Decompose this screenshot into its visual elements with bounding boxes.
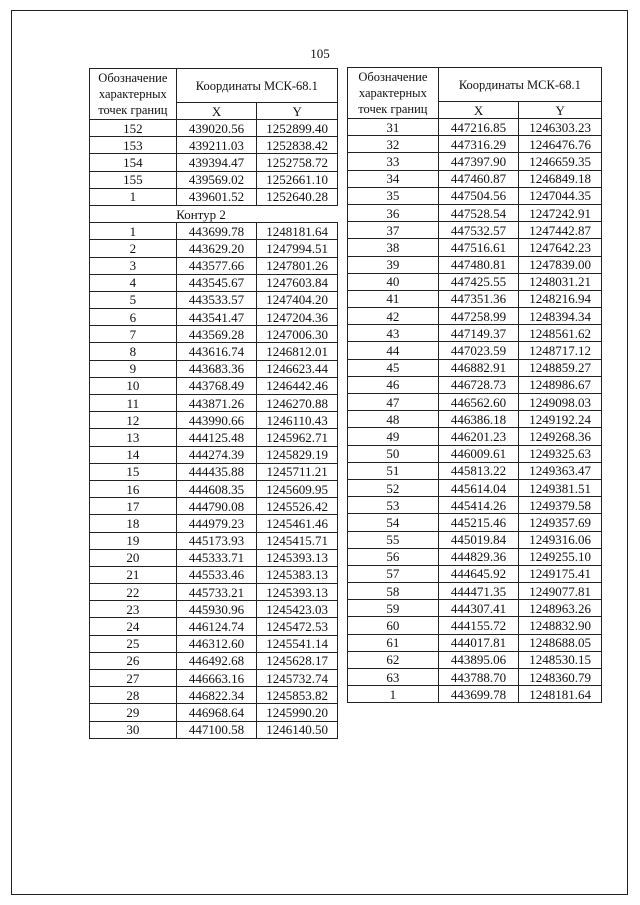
point-number-cell: 48 bbox=[348, 411, 439, 428]
x-coordinate-cell: 444125.48 bbox=[176, 429, 257, 446]
y-coordinate-cell: 1252758.72 bbox=[257, 154, 338, 171]
x-coordinate-cell: 446822.34 bbox=[176, 687, 257, 704]
point-number-cell: 32 bbox=[348, 136, 439, 153]
y-coordinate-cell: 1245853.82 bbox=[257, 687, 338, 704]
x-coordinate-cell: 447351.36 bbox=[438, 290, 519, 307]
point-number-cell: 18 bbox=[90, 515, 177, 532]
y-coordinate-cell: 1248832.90 bbox=[519, 617, 602, 634]
point-number-cell: 1 bbox=[90, 223, 177, 240]
point-number-cell: 47 bbox=[348, 394, 439, 411]
table-row bbox=[348, 204, 602, 221]
x-coordinate-cell: 443871.26 bbox=[176, 395, 257, 412]
x-coordinate-cell: 444645.92 bbox=[438, 565, 519, 582]
table-row bbox=[348, 153, 602, 170]
point-number-cell: 44 bbox=[348, 342, 439, 359]
x-column-header: X bbox=[438, 102, 519, 119]
y-column-header: Y bbox=[519, 102, 602, 119]
y-coordinate-cell: 1246812.01 bbox=[257, 343, 338, 360]
y-coordinate-cell: 1245393.13 bbox=[257, 584, 338, 601]
x-coordinate-cell: 439601.52 bbox=[176, 188, 257, 205]
y-coordinate-cell: 1247801.26 bbox=[257, 257, 338, 274]
x-coordinate-cell: 445019.84 bbox=[438, 531, 519, 548]
table-row bbox=[348, 411, 602, 428]
table-row bbox=[90, 395, 338, 412]
y-coordinate-cell: 1249268.36 bbox=[519, 428, 602, 445]
x-coordinate-cell: 444471.35 bbox=[438, 583, 519, 600]
point-number-cell: 40 bbox=[348, 273, 439, 290]
y-coordinate-cell: 1245609.95 bbox=[257, 480, 338, 497]
x-coordinate-cell: 447425.55 bbox=[438, 273, 519, 290]
y-coordinate-cell: 1245472.53 bbox=[257, 618, 338, 635]
y-coordinate-cell: 1245962.71 bbox=[257, 429, 338, 446]
x-coordinate-cell: 443895.06 bbox=[438, 651, 519, 668]
point-number-cell: 38 bbox=[348, 239, 439, 256]
x-coordinate-cell: 447504.56 bbox=[438, 187, 519, 204]
y-coordinate-cell: 1247603.84 bbox=[257, 274, 338, 291]
left-table-body-contour bbox=[90, 223, 338, 739]
table-row bbox=[90, 360, 338, 377]
point-number-cell: 5 bbox=[90, 291, 177, 308]
x-coordinate-cell: 444608.35 bbox=[176, 480, 257, 497]
table-row bbox=[90, 377, 338, 394]
y-coordinate-cell: 1249175.41 bbox=[519, 565, 602, 582]
x-coordinate-cell: 443990.66 bbox=[176, 412, 257, 429]
table-row bbox=[90, 704, 338, 721]
y-coordinate-cell: 1245990.20 bbox=[257, 704, 338, 721]
x-coordinate-cell: 443541.47 bbox=[176, 309, 257, 326]
table-row bbox=[90, 498, 338, 515]
y-coordinate-cell: 1252661.10 bbox=[257, 171, 338, 188]
x-coordinate-cell: 447258.99 bbox=[438, 308, 519, 325]
table-row bbox=[90, 480, 338, 497]
point-number-cell: 12 bbox=[90, 412, 177, 429]
x-coordinate-cell: 447460.87 bbox=[438, 170, 519, 187]
table-row bbox=[348, 497, 602, 514]
contour-separator bbox=[90, 205, 338, 222]
point-number-cell: 25 bbox=[90, 635, 177, 652]
page-number: 105 bbox=[310, 46, 330, 61]
x-coordinate-cell: 445813.22 bbox=[438, 462, 519, 479]
x-coordinate-cell: 445333.71 bbox=[176, 549, 257, 566]
point-number-cell: 53 bbox=[348, 497, 439, 514]
y-coordinate-cell: 1249255.10 bbox=[519, 548, 602, 565]
x-coordinate-cell: 446312.60 bbox=[176, 635, 257, 652]
x-coordinate-cell: 439211.03 bbox=[176, 137, 257, 154]
x-coordinate-cell: 446663.16 bbox=[176, 670, 257, 687]
x-coordinate-cell: 447532.57 bbox=[438, 222, 519, 239]
table-row bbox=[90, 274, 338, 291]
y-coordinate-cell: 1252640.28 bbox=[257, 188, 338, 205]
table-row bbox=[90, 618, 338, 635]
x-coordinate-cell: 439569.02 bbox=[176, 171, 257, 188]
y-coordinate-cell: 1248986.67 bbox=[519, 376, 602, 393]
point-number-cell: 52 bbox=[348, 479, 439, 496]
point-number-cell: 59 bbox=[348, 600, 439, 617]
point-number-cell: 49 bbox=[348, 428, 439, 445]
point-number-cell: 34 bbox=[348, 170, 439, 187]
point-number-cell: 57 bbox=[348, 565, 439, 582]
y-coordinate-cell: 1248530.15 bbox=[519, 651, 602, 668]
x-coordinate-cell: 447528.54 bbox=[438, 204, 519, 221]
x-coordinate-cell: 446492.68 bbox=[176, 652, 257, 669]
y-coordinate-cell: 1248181.64 bbox=[519, 686, 602, 703]
table-row bbox=[348, 273, 602, 290]
table-row bbox=[90, 223, 338, 240]
point-number-cell: 43 bbox=[348, 325, 439, 342]
table-row bbox=[90, 137, 338, 154]
point-number-cell: 30 bbox=[90, 721, 177, 738]
x-coordinate-cell: 443788.70 bbox=[438, 669, 519, 686]
y-coordinate-cell: 1249192.24 bbox=[519, 411, 602, 428]
table-row bbox=[348, 634, 602, 651]
table-row bbox=[348, 462, 602, 479]
table-row bbox=[90, 291, 338, 308]
y-coordinate-cell: 1245461.46 bbox=[257, 515, 338, 532]
x-coordinate-cell: 443683.36 bbox=[176, 360, 257, 377]
y-coordinate-cell: 1246659.35 bbox=[519, 153, 602, 170]
left-table-body-top bbox=[90, 120, 338, 206]
y-coordinate-cell: 1247839.00 bbox=[519, 256, 602, 273]
x-coordinate-cell: 445614.04 bbox=[438, 479, 519, 496]
x-coordinate-cell: 447216.85 bbox=[438, 119, 519, 136]
y-coordinate-cell: 1249098.03 bbox=[519, 394, 602, 411]
y-coordinate-cell: 1246476.76 bbox=[519, 136, 602, 153]
table-row bbox=[348, 119, 602, 136]
point-number-cell: 39 bbox=[348, 256, 439, 273]
table-row bbox=[90, 584, 338, 601]
point-number-cell: 41 bbox=[348, 290, 439, 307]
table-row bbox=[348, 548, 602, 565]
point-number-cell: 11 bbox=[90, 395, 177, 412]
table-row bbox=[90, 171, 338, 188]
y-coordinate-cell: 1247442.87 bbox=[519, 222, 602, 239]
x-coordinate-cell: 446201.23 bbox=[438, 428, 519, 445]
point-number-cell: 28 bbox=[90, 687, 177, 704]
table-row bbox=[90, 412, 338, 429]
right-table-body bbox=[348, 119, 602, 703]
table-row bbox=[348, 514, 602, 531]
coordinates-header: Координаты МСК-68.1 bbox=[438, 68, 601, 102]
table-row bbox=[348, 479, 602, 496]
table-row bbox=[348, 565, 602, 582]
y-coordinate-cell: 1248859.27 bbox=[519, 359, 602, 376]
y-coordinate-cell: 1248561.62 bbox=[519, 325, 602, 342]
table-row bbox=[90, 652, 338, 669]
point-number-cell: 29 bbox=[90, 704, 177, 721]
y-coordinate-cell: 1248394.34 bbox=[519, 308, 602, 325]
table-row bbox=[90, 687, 338, 704]
point-number-cell: 62 bbox=[348, 651, 439, 668]
x-coordinate-cell: 446882.91 bbox=[438, 359, 519, 376]
y-coordinate-cell: 1249363.47 bbox=[519, 462, 602, 479]
table-row bbox=[90, 601, 338, 618]
x-coordinate-cell: 446968.64 bbox=[176, 704, 257, 721]
x-column-header: X bbox=[176, 103, 257, 120]
point-number-cell: 154 bbox=[90, 154, 177, 171]
point-number-cell: 22 bbox=[90, 584, 177, 601]
y-coordinate-cell: 1247242.91 bbox=[519, 204, 602, 221]
table-row bbox=[348, 428, 602, 445]
point-number-cell: 7 bbox=[90, 326, 177, 343]
table-row bbox=[90, 120, 338, 137]
y-coordinate-cell: 1248688.05 bbox=[519, 634, 602, 651]
table-row bbox=[348, 394, 602, 411]
y-coordinate-cell: 1248360.79 bbox=[519, 669, 602, 686]
x-coordinate-cell: 447100.58 bbox=[176, 721, 257, 738]
x-coordinate-cell: 447516.61 bbox=[438, 239, 519, 256]
y-coordinate-cell: 1249316.06 bbox=[519, 531, 602, 548]
point-number-cell: 56 bbox=[348, 548, 439, 565]
table-row bbox=[90, 188, 338, 205]
point-number-cell: 16 bbox=[90, 480, 177, 497]
y-coordinate-cell: 1252899.40 bbox=[257, 120, 338, 137]
y-coordinate-cell: 1246303.23 bbox=[519, 119, 602, 136]
point-number-cell: 26 bbox=[90, 652, 177, 669]
table-row bbox=[90, 154, 338, 171]
coordinates-header: Координаты МСК-68.1 bbox=[176, 69, 337, 103]
x-coordinate-cell: 444017.81 bbox=[438, 634, 519, 651]
x-coordinate-cell: 446728.73 bbox=[438, 376, 519, 393]
x-coordinate-cell: 443545.67 bbox=[176, 274, 257, 291]
x-coordinate-cell: 447397.90 bbox=[438, 153, 519, 170]
point-number-cell: 152 bbox=[90, 120, 177, 137]
point-number-cell: 17 bbox=[90, 498, 177, 515]
y-coordinate-cell: 1248031.21 bbox=[519, 273, 602, 290]
x-coordinate-cell: 444274.39 bbox=[176, 446, 257, 463]
point-number-cell: 46 bbox=[348, 376, 439, 393]
point-number-cell: 27 bbox=[90, 670, 177, 687]
point-number-cell: 50 bbox=[348, 445, 439, 462]
table-row bbox=[90, 635, 338, 652]
y-coordinate-cell: 1245541.14 bbox=[257, 635, 338, 652]
y-coordinate-cell: 1248216.94 bbox=[519, 290, 602, 307]
point-number-cell: 9 bbox=[90, 360, 177, 377]
point-number-cell: 36 bbox=[348, 204, 439, 221]
y-coordinate-cell: 1248181.64 bbox=[257, 223, 338, 240]
table-row bbox=[348, 651, 602, 668]
table-row bbox=[90, 309, 338, 326]
point-number-cell: 23 bbox=[90, 601, 177, 618]
x-coordinate-cell: 447023.59 bbox=[438, 342, 519, 359]
point-number-cell: 33 bbox=[348, 153, 439, 170]
table-row bbox=[348, 359, 602, 376]
x-coordinate-cell: 443768.49 bbox=[176, 377, 257, 394]
y-coordinate-cell: 1246442.46 bbox=[257, 377, 338, 394]
point-number-cell: 31 bbox=[348, 119, 439, 136]
table-row bbox=[90, 343, 338, 360]
x-coordinate-cell: 443533.57 bbox=[176, 291, 257, 308]
point-number-cell: 61 bbox=[348, 634, 439, 651]
table-row bbox=[90, 429, 338, 446]
x-coordinate-cell: 444979.23 bbox=[176, 515, 257, 532]
y-coordinate-cell: 1246110.43 bbox=[257, 412, 338, 429]
point-number-cell: 20 bbox=[90, 549, 177, 566]
point-number-cell: 45 bbox=[348, 359, 439, 376]
table-row bbox=[90, 566, 338, 583]
y-coordinate-cell: 1249357.69 bbox=[519, 514, 602, 531]
x-coordinate-cell: 445733.21 bbox=[176, 584, 257, 601]
table-row bbox=[90, 721, 338, 738]
table-row bbox=[348, 239, 602, 256]
point-number-cell: 1 bbox=[348, 686, 439, 703]
x-coordinate-cell: 445173.93 bbox=[176, 532, 257, 549]
y-coordinate-cell: 1245415.71 bbox=[257, 532, 338, 549]
table-row bbox=[348, 445, 602, 462]
table-row bbox=[348, 308, 602, 325]
table-row bbox=[348, 617, 602, 634]
y-coordinate-cell: 1249381.51 bbox=[519, 479, 602, 496]
x-coordinate-cell: 444307.41 bbox=[438, 600, 519, 617]
table-row bbox=[348, 531, 602, 548]
x-coordinate-cell: 445930.96 bbox=[176, 601, 257, 618]
y-coordinate-cell: 1246270.88 bbox=[257, 395, 338, 412]
y-coordinate-cell: 1245383.13 bbox=[257, 566, 338, 583]
table-row bbox=[348, 256, 602, 273]
table-row bbox=[90, 463, 338, 480]
x-coordinate-cell: 443616.74 bbox=[176, 343, 257, 360]
table-row bbox=[348, 686, 602, 703]
x-coordinate-cell: 443699.78 bbox=[176, 223, 257, 240]
table-row bbox=[90, 549, 338, 566]
y-coordinate-cell: 1247204.36 bbox=[257, 309, 338, 326]
x-coordinate-cell: 439020.56 bbox=[176, 120, 257, 137]
point-number-cell: 55 bbox=[348, 531, 439, 548]
table-row bbox=[348, 170, 602, 187]
point-number-cell: 37 bbox=[348, 222, 439, 239]
y-coordinate-cell: 1247404.20 bbox=[257, 291, 338, 308]
table-row bbox=[348, 376, 602, 393]
table-row bbox=[348, 669, 602, 686]
y-column-header: Y bbox=[257, 103, 338, 120]
y-coordinate-cell: 1249325.63 bbox=[519, 445, 602, 462]
point-number-cell: 51 bbox=[348, 462, 439, 479]
y-coordinate-cell: 1252838.42 bbox=[257, 137, 338, 154]
point-number-cell: 2 bbox=[90, 240, 177, 257]
x-coordinate-cell: 446124.74 bbox=[176, 618, 257, 635]
x-coordinate-cell: 444790.08 bbox=[176, 498, 257, 515]
table-row bbox=[90, 326, 338, 343]
x-coordinate-cell: 445215.46 bbox=[438, 514, 519, 531]
point-number-cell: 21 bbox=[90, 566, 177, 583]
x-coordinate-cell: 445414.26 bbox=[438, 497, 519, 514]
point-number-cell: 3 bbox=[90, 257, 177, 274]
y-coordinate-cell: 1245711.21 bbox=[257, 463, 338, 480]
x-coordinate-cell: 446386.18 bbox=[438, 411, 519, 428]
table-row bbox=[348, 325, 602, 342]
y-coordinate-cell: 1247642.23 bbox=[519, 239, 602, 256]
contour-label: Контур 2 bbox=[176, 205, 337, 222]
x-coordinate-cell: 443629.20 bbox=[176, 240, 257, 257]
point-number-cell: 10 bbox=[90, 377, 177, 394]
y-coordinate-cell: 1249077.81 bbox=[519, 583, 602, 600]
table-row bbox=[90, 446, 338, 463]
coordinates-table-right bbox=[347, 67, 602, 703]
table-row bbox=[348, 342, 602, 359]
point-number-cell: 155 bbox=[90, 171, 177, 188]
point-number-cell: 14 bbox=[90, 446, 177, 463]
point-number-cell: 35 bbox=[348, 187, 439, 204]
table-row bbox=[90, 532, 338, 549]
x-coordinate-cell: 446009.61 bbox=[438, 445, 519, 462]
x-coordinate-cell: 444435.88 bbox=[176, 463, 257, 480]
table-row bbox=[90, 670, 338, 687]
point-number-cell: 58 bbox=[348, 583, 439, 600]
point-number-cell: 60 bbox=[348, 617, 439, 634]
y-coordinate-cell: 1246623.44 bbox=[257, 360, 338, 377]
y-coordinate-cell: 1245393.13 bbox=[257, 549, 338, 566]
x-coordinate-cell: 444155.72 bbox=[438, 617, 519, 634]
coordinates-table-left bbox=[89, 68, 338, 739]
table-row bbox=[348, 600, 602, 617]
y-coordinate-cell: 1246849.18 bbox=[519, 170, 602, 187]
y-coordinate-cell: 1245628.17 bbox=[257, 652, 338, 669]
table-row bbox=[348, 583, 602, 600]
point-number-cell: 8 bbox=[90, 343, 177, 360]
point-column-header: Обозначение характерных точек границ bbox=[90, 69, 177, 120]
table-row bbox=[90, 515, 338, 532]
x-coordinate-cell: 439394.47 bbox=[176, 154, 257, 171]
point-number-cell: 4 bbox=[90, 274, 177, 291]
table-row bbox=[348, 136, 602, 153]
table-row bbox=[90, 240, 338, 257]
y-coordinate-cell: 1245829.19 bbox=[257, 446, 338, 463]
x-coordinate-cell: 443577.66 bbox=[176, 257, 257, 274]
y-coordinate-cell: 1245526.42 bbox=[257, 498, 338, 515]
x-coordinate-cell: 446562.60 bbox=[438, 394, 519, 411]
point-number-cell: 13 bbox=[90, 429, 177, 446]
x-coordinate-cell: 443699.78 bbox=[438, 686, 519, 703]
y-coordinate-cell: 1245423.03 bbox=[257, 601, 338, 618]
x-coordinate-cell: 444829.36 bbox=[438, 548, 519, 565]
x-coordinate-cell: 447480.81 bbox=[438, 256, 519, 273]
y-coordinate-cell: 1245732.74 bbox=[257, 670, 338, 687]
point-column-header: Обозначение характерных точек границ bbox=[348, 68, 439, 119]
x-coordinate-cell: 443569.28 bbox=[176, 326, 257, 343]
table-row bbox=[90, 257, 338, 274]
y-coordinate-cell: 1247006.30 bbox=[257, 326, 338, 343]
x-coordinate-cell: 447316.29 bbox=[438, 136, 519, 153]
y-coordinate-cell: 1247044.35 bbox=[519, 187, 602, 204]
table-row bbox=[348, 290, 602, 307]
x-coordinate-cell: 447149.37 bbox=[438, 325, 519, 342]
point-number-cell: 15 bbox=[90, 463, 177, 480]
point-number-cell: 54 bbox=[348, 514, 439, 531]
point-number-cell: 6 bbox=[90, 309, 177, 326]
point-number-cell: 153 bbox=[90, 137, 177, 154]
y-coordinate-cell: 1248963.26 bbox=[519, 600, 602, 617]
x-coordinate-cell: 445533.46 bbox=[176, 566, 257, 583]
y-coordinate-cell: 1249379.58 bbox=[519, 497, 602, 514]
point-number-cell: 42 bbox=[348, 308, 439, 325]
y-coordinate-cell: 1247994.51 bbox=[257, 240, 338, 257]
point-number-cell: 63 bbox=[348, 669, 439, 686]
point-number-cell: 19 bbox=[90, 532, 177, 549]
y-coordinate-cell: 1246140.50 bbox=[257, 721, 338, 738]
y-coordinate-cell: 1248717.12 bbox=[519, 342, 602, 359]
table-row bbox=[348, 187, 602, 204]
table-row bbox=[348, 222, 602, 239]
point-number-cell: 24 bbox=[90, 618, 177, 635]
point-number-cell: 1 bbox=[90, 188, 177, 205]
